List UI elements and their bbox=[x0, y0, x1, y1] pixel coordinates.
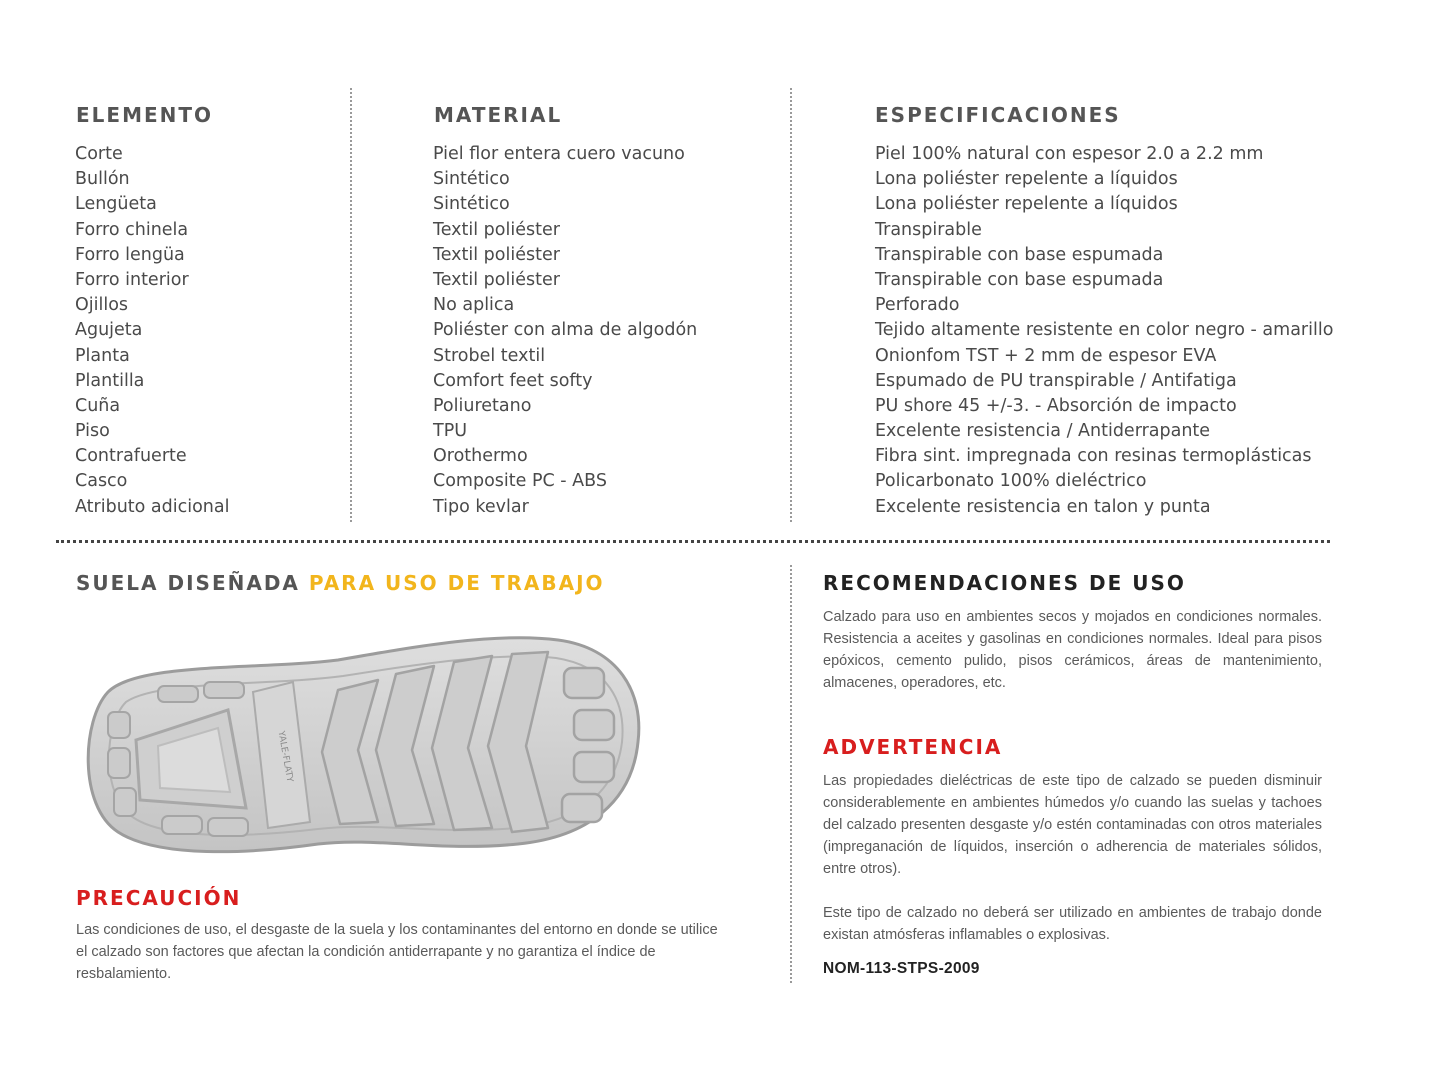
material-item: Composite PC - ABS bbox=[433, 471, 607, 492]
spec-item: Piel 100% natural con espesor 2.0 a 2.2 mm bbox=[875, 144, 1264, 164]
material-item: Piel flor entera cuero vacuno bbox=[433, 144, 685, 164]
header-material: MATERIAL bbox=[434, 103, 563, 127]
spec-item: Transpirable con base espumada bbox=[875, 269, 1164, 290]
spec-item: PU shore 45 +/-3. - Absorción de impacto bbox=[875, 395, 1237, 416]
spec-item: Policarbonato 100% dieléctrico bbox=[875, 471, 1147, 492]
recommendations-title: RECOMENDACIONES DE USO bbox=[823, 571, 1186, 595]
element-item: Planta bbox=[75, 345, 130, 366]
spec-item: Onionfom TST + 2 mm de espesor EVA bbox=[875, 345, 1217, 366]
warning-title: ADVERTENCIA bbox=[823, 735, 1003, 759]
spec-item: Excelente resistencia en talon y punta bbox=[875, 496, 1211, 517]
material-item: Strobel textil bbox=[433, 345, 546, 366]
sole-title bbox=[76, 571, 605, 595]
spec-item: Transpirable con base espumada bbox=[875, 244, 1164, 265]
bottom-column-divider bbox=[790, 565, 792, 983]
material-item: Sintético bbox=[433, 169, 510, 190]
spec-item: Excelente resistencia / Antiderrapante bbox=[875, 421, 1211, 442]
element-item: Lengüeta bbox=[75, 194, 157, 215]
material-item: Textil poliéster bbox=[433, 244, 560, 265]
norm-label: NOM-113-STPS-2009 bbox=[823, 960, 980, 977]
material-item: No aplica bbox=[433, 295, 515, 316]
material-item: Textil poliéster bbox=[433, 219, 560, 240]
header-elemento: ELEMENTO bbox=[76, 103, 214, 127]
element-item: Plantilla bbox=[75, 370, 145, 391]
spec-item: Tejido altamente resistente en color negro - amarillo bbox=[875, 320, 1334, 341]
header-especificaciones: ESPECIFICACIONES bbox=[875, 103, 1121, 127]
spec-item: Lona poliéster repelente a líquidos bbox=[875, 169, 1178, 190]
element-item: Ojillos bbox=[75, 295, 129, 316]
element-item: Contrafuerte bbox=[75, 446, 187, 467]
element-item: Corte bbox=[75, 144, 123, 164]
sole-title-part2: PARA USO DE TRABAJO bbox=[308, 571, 605, 595]
material-item: Poliuretano bbox=[433, 395, 532, 416]
recommendations-text: Calzado para uso en ambientes secos y mojados en condiciones normales. Resistencia a aceites y gasolinas en condiciones normales. Ideal para pisos epóxicos, cemento pulido, pisos cerámicos, áreas de mantenimiento, almacenes, operadores, etc. bbox=[823, 609, 1322, 691]
column-divider-1 bbox=[350, 88, 352, 522]
element-item: Casco bbox=[75, 471, 128, 492]
warning-text-2: Este tipo de calzado no deberá ser utilizado en ambientes de trabajo donde existan atmósferas inflamables o explosivas. bbox=[823, 905, 1322, 943]
material-item: Textil poliéster bbox=[433, 269, 560, 290]
precaution-text: Las condiciones de uso, el desgaste de la suela y los contaminantes del entorno en donde se utilice el calzado son factores que afectan la condición antiderrapante y no garantiza el índice de resbalamiento. bbox=[76, 922, 718, 982]
material-item: Comfort feet softy bbox=[433, 370, 593, 391]
spec-item: Espumado de PU transpirable / Antifatiga bbox=[875, 370, 1237, 391]
column-divider-2 bbox=[790, 88, 792, 522]
warning-text-1: Las propiedades dieléctricas de este tipo de calzado se pueden disminuir considerablemente en ambientes húmedos y/o cuando las suelas y tachoes del calzado presenten desgaste y/o estén contaminadas con otros materiales (impreganación de líquidos, inserción o adherencia de materiales sólidos, entre otros). bbox=[823, 773, 1322, 877]
element-item: Atributo adicional bbox=[75, 496, 230, 517]
material-item: Orothermo bbox=[433, 446, 528, 467]
section-divider bbox=[56, 540, 1330, 543]
spec-item: Transpirable bbox=[875, 219, 982, 240]
material-list bbox=[433, 142, 697, 520]
material-item: Tipo kevlar bbox=[433, 496, 529, 517]
element-item: Bullón bbox=[75, 169, 130, 190]
element-item: Piso bbox=[75, 421, 110, 442]
material-item: TPU bbox=[433, 421, 468, 442]
material-item: Poliéster con alma de algodón bbox=[433, 320, 698, 341]
spec-item: Fibra sint. impregnada con resinas termoplásticas bbox=[875, 446, 1312, 467]
element-item: Cuña bbox=[75, 395, 121, 416]
element-item: Forro lengüa bbox=[75, 244, 185, 265]
shoe-sole-icon bbox=[78, 632, 644, 864]
material-item: Sintético bbox=[433, 194, 510, 215]
precaution-title: PRECAUCIÓN bbox=[76, 886, 242, 910]
element-item: Agujeta bbox=[75, 320, 143, 341]
element-item: Forro chinela bbox=[75, 219, 189, 240]
heel-brand-text: YALE-FLATY bbox=[275, 730, 295, 784]
spec-item: Perforado bbox=[875, 295, 960, 316]
specs-list bbox=[875, 142, 1333, 520]
element-item: Forro interior bbox=[75, 269, 189, 290]
sole-title-part1: SUELA DISEÑADA bbox=[76, 571, 309, 595]
element-list bbox=[75, 142, 229, 520]
spec-item: Lona poliéster repelente a líquidos bbox=[875, 194, 1178, 215]
